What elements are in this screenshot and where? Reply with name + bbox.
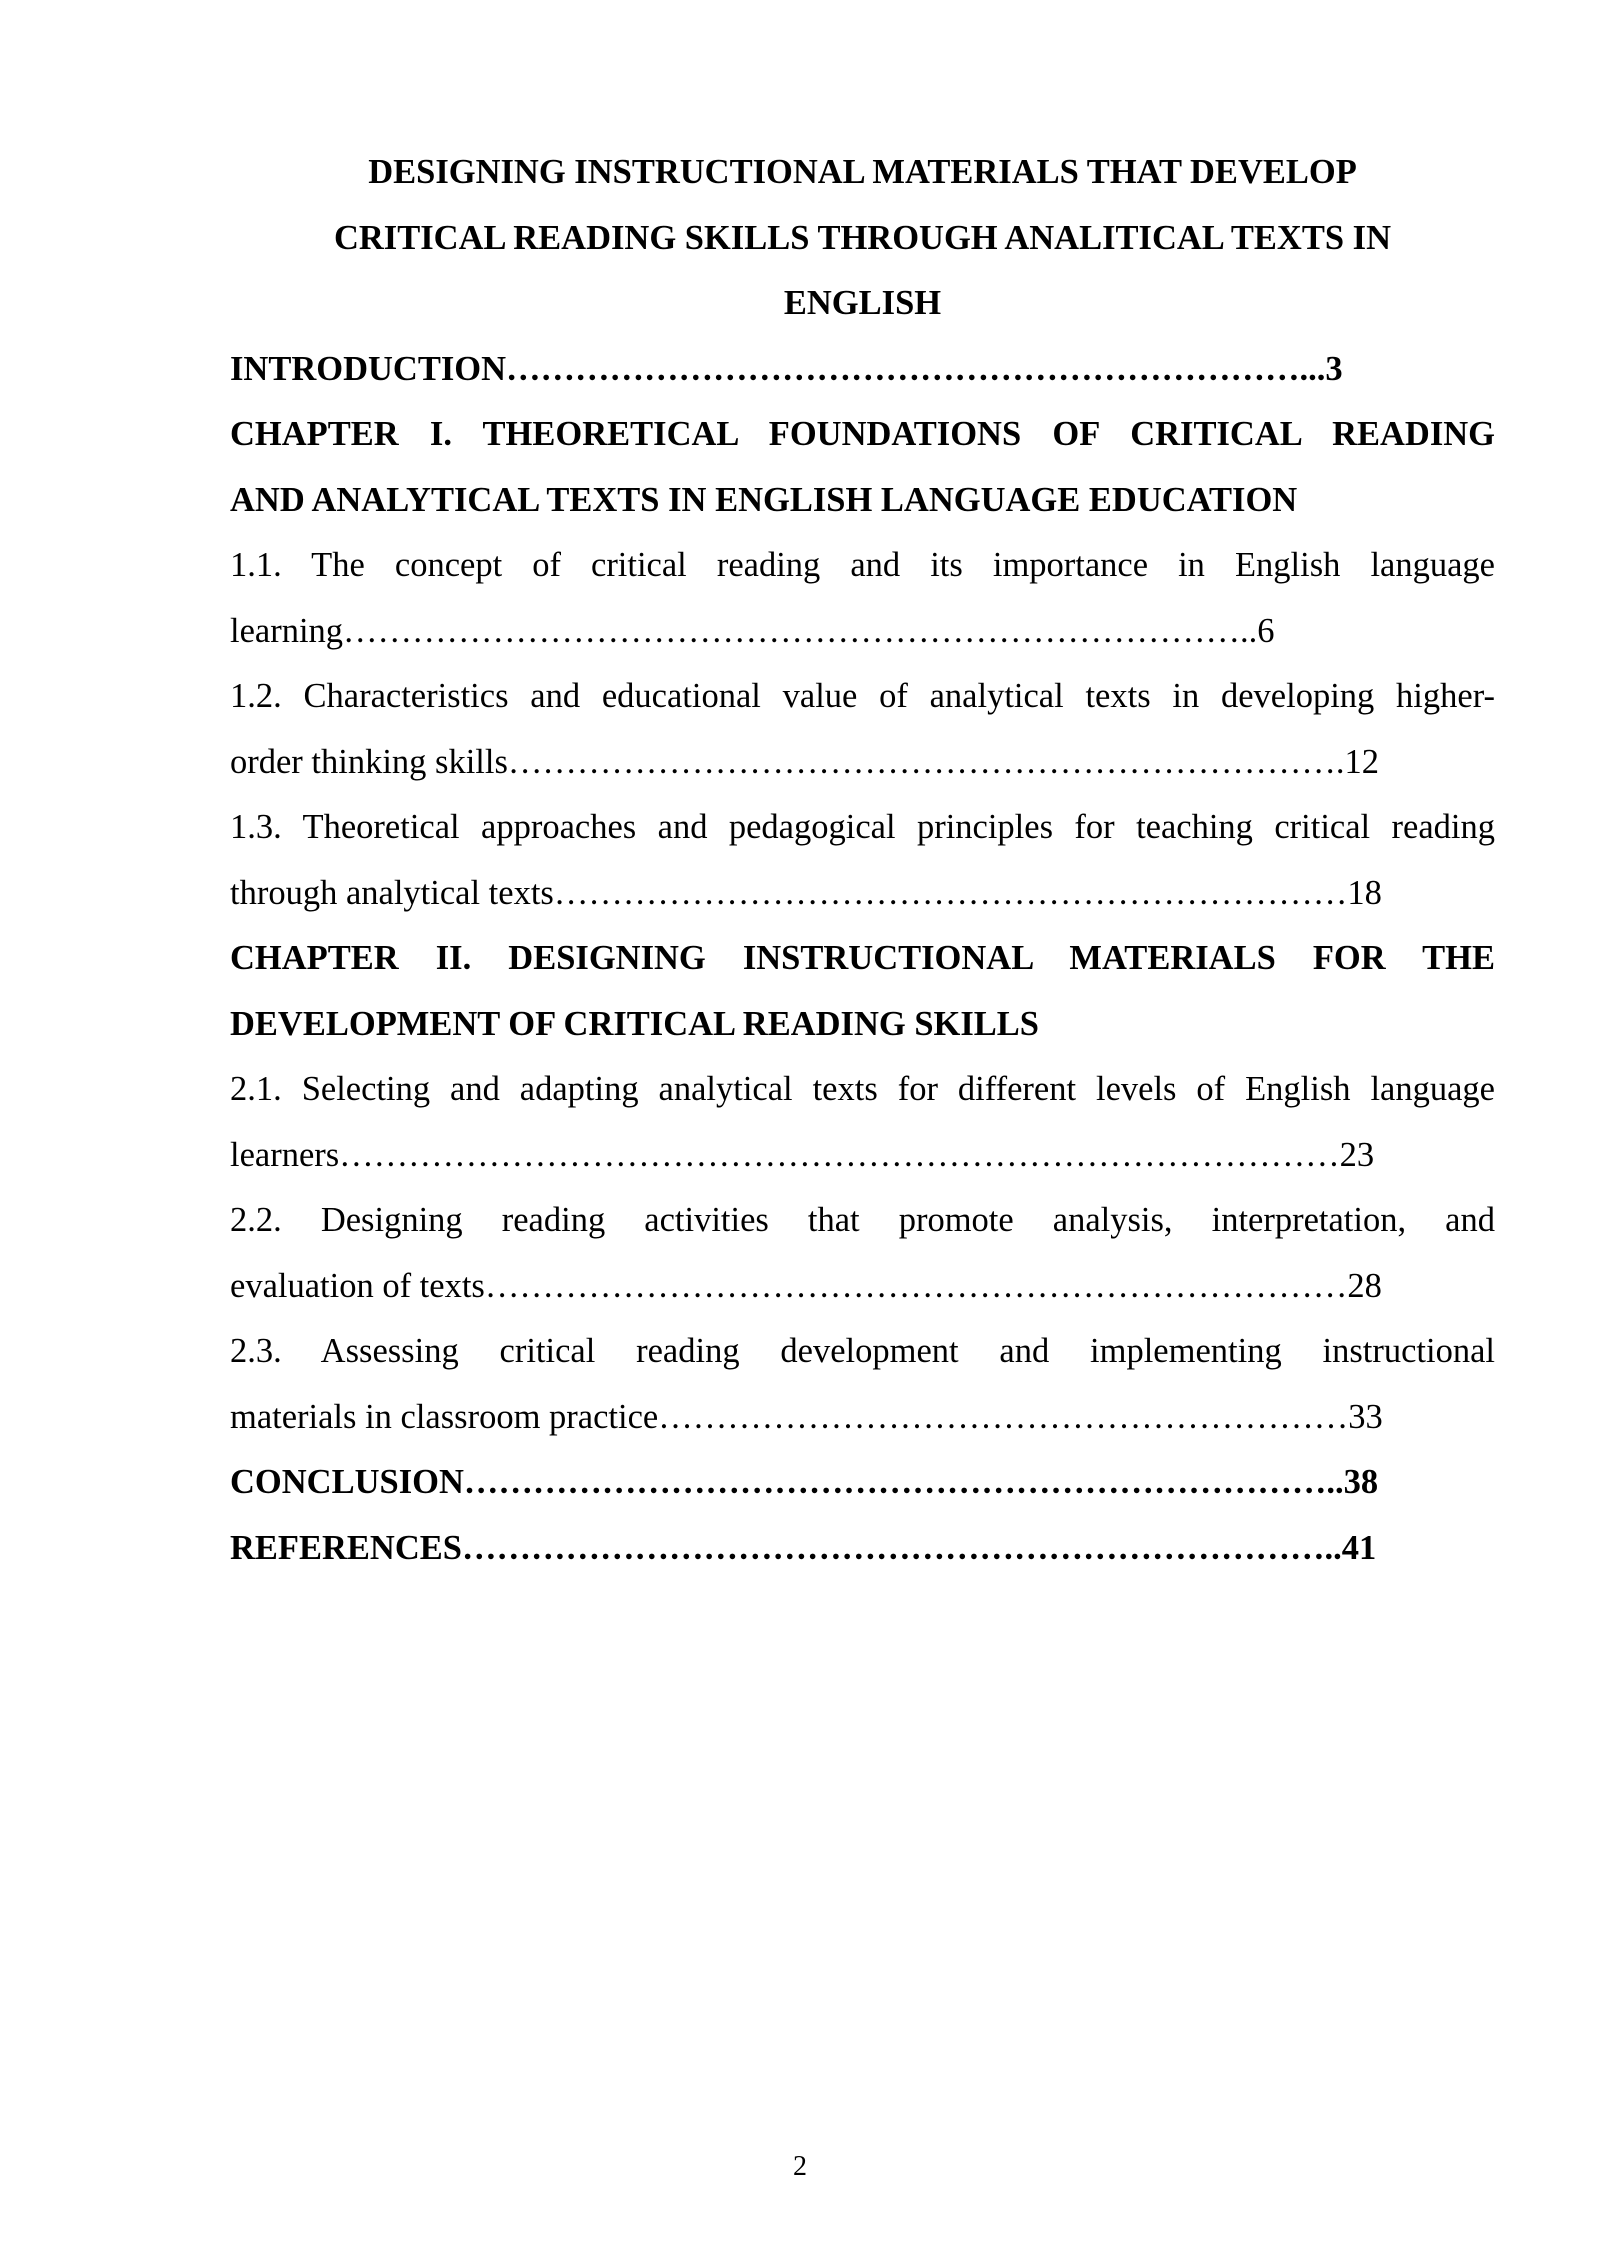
toc-section-1-1-line-2: learning……………………………………………………………………..6 xyxy=(230,611,1275,650)
toc-section-1-1-line-1: 1.1. The concept of critical reading and its importance in English language xyxy=(230,546,1495,584)
toc-entry-chapter-1 xyxy=(230,402,1495,533)
page-number: 2 xyxy=(793,2151,807,2182)
table-of-contents xyxy=(230,337,1495,1582)
toc-entry-introduction xyxy=(230,337,1495,403)
document-page xyxy=(230,140,1495,1581)
toc-section-2-2-line-1: 2.2. Designing reading activities that promote analysis, interpretation, and xyxy=(230,1201,1495,1239)
toc-chapter-2-line-1: CHAPTER II. DESIGNING INSTRUCTIONAL MATERIALS FOR THE xyxy=(230,939,1495,977)
toc-entry-section-1-1 xyxy=(230,533,1495,664)
document-title xyxy=(230,140,1495,337)
toc-section-1-2-line-2: order thinking skills……………………………………………………………….12 xyxy=(230,742,1380,781)
toc-chapter-2-line-2: DEVELOPMENT OF CRITICAL READING SKILLS xyxy=(230,1004,1039,1043)
toc-section-1-3-line-1: 1.3. Theoretical approaches and pedagogical principles for teaching critical reading xyxy=(230,808,1495,846)
toc-entry-section-2-3 xyxy=(230,1319,1495,1450)
toc-chapter-1-line-1: CHAPTER I. THEORETICAL FOUNDATIONS OF CRITICAL READING xyxy=(230,415,1495,453)
toc-section-1-3-line-2: through analytical texts……………………………………………………………18 xyxy=(230,873,1382,912)
toc-introduction-text: INTRODUCTION……………………………………………………………...3 xyxy=(230,349,1343,388)
toc-entry-chapter-2 xyxy=(230,926,1495,1057)
toc-entry-conclusion xyxy=(230,1450,1495,1516)
title-line-2: CRITICAL READING SKILLS THROUGH ANALITICAL TEXTS IN xyxy=(333,218,1392,257)
toc-section-2-1-line-2: learners……………………………………………………………………………23 xyxy=(230,1135,1375,1174)
toc-entry-section-2-2 xyxy=(230,1188,1495,1319)
toc-entry-section-1-2 xyxy=(230,664,1495,795)
toc-section-1-2-line-1: 1.2. Characteristics and educational value of analytical texts in developing higher- xyxy=(230,677,1495,715)
toc-conclusion-text: CONCLUSION…………………………………………………………………..38 xyxy=(230,1463,1379,1501)
toc-references-text: REFERENCES…………………………………………………………………..41 xyxy=(230,1528,1377,1567)
toc-entry-references xyxy=(230,1516,1495,1582)
toc-section-2-2-line-2: evaluation of texts…………………………………………………………………28 xyxy=(230,1266,1382,1305)
toc-entry-section-1-3 xyxy=(230,795,1495,926)
title-line-3: ENGLISH xyxy=(783,284,942,322)
toc-entry-section-2-1 xyxy=(230,1057,1495,1188)
title-line-1: DESIGNING INSTRUCTIONAL MATERIALS THAT DEVELOP xyxy=(368,153,1357,191)
toc-section-2-3-line-1: 2.3. Assessing critical reading development and implementing instructional xyxy=(230,1332,1495,1370)
toc-chapter-1-line-2: AND ANALYTICAL TEXTS IN ENGLISH LANGUAGE EDUCATION xyxy=(230,480,1298,519)
toc-section-2-1-line-1: 2.1. Selecting and adapting analytical texts for different levels of English language xyxy=(230,1070,1495,1108)
toc-section-2-3-line-2: materials in classroom practice……………………………………………………33 xyxy=(230,1397,1383,1436)
